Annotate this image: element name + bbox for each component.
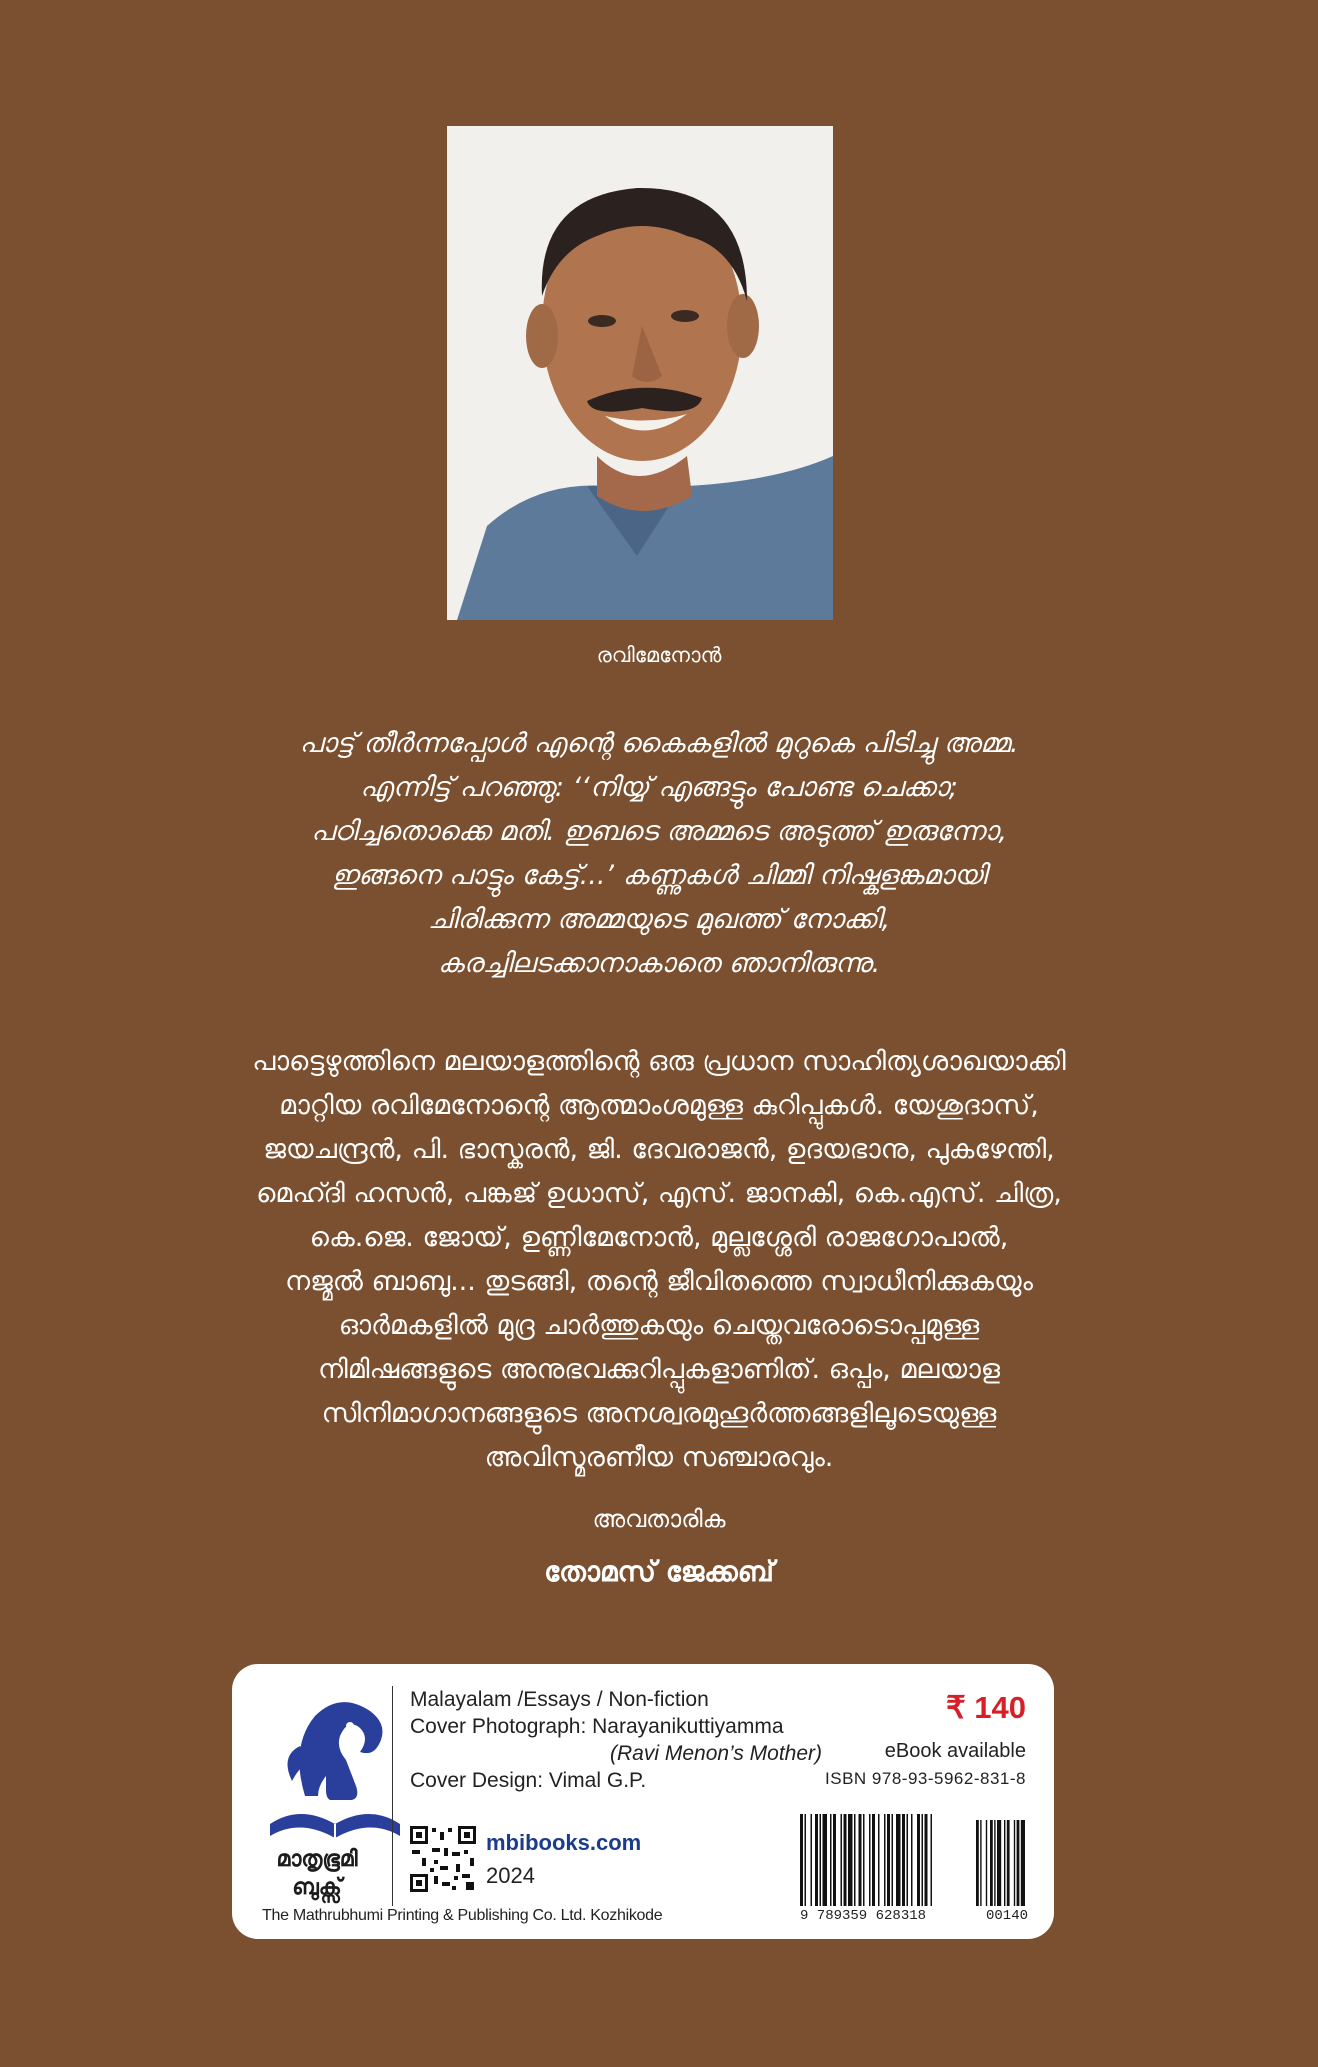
- quote-line: ഇങ്ങനെ പാട്ടും കേട്ട്...’ കണ്ണുകൾ ചിമ്മി നിഷ്കളങ്കമായി: [331, 860, 987, 891]
- author-photo-caption: രവിമേനോൻ: [596, 643, 722, 667]
- book-quote: [100, 722, 1218, 986]
- quote-line: ചിരിക്കുന്ന അമ്മയുടെ മുഖത്ത് നോക്കി,: [427, 904, 891, 935]
- blurb-line: സിനിമാഗാനങ്ങളുടെ അനശ്വരമുഹൂർത്തങ്ങളിലൂടെയുള്ള: [321, 1398, 997, 1429]
- blurb-line: പാട്ടെഴുത്തിനെ മലയാളത്തിന്റെ ഒരു പ്രധാന സാഹിത്യശാഖയാക്കി: [252, 1046, 1066, 1077]
- author-portrait-image: [447, 126, 833, 620]
- blurb-line: ജയചന്ദ്രൻ, പി. ഭാസ്കരൻ, ജി. ദേവരാജൻ, ഉദയഭാനു, പുകഴേന്തി,: [263, 1134, 1055, 1165]
- qr-code-icon: [408, 1824, 478, 1894]
- blurb-line: മാറ്റിയ രവിമേനോന്റെ ആത്മാംശമുള്ള കുറിപ്പുകൾ. യേശുദാസ്,: [279, 1090, 1039, 1121]
- cover-photograph-credit: Cover Photograph: Narayanikuttiyamma: [410, 1715, 784, 1738]
- book-blurb: [80, 1040, 1238, 1480]
- logo-text-line2: ബുക്സ്: [292, 1875, 342, 1900]
- quote-line: പഠിച്ചതൊക്കെ മതി. ഇബടെ അമ്മടെ അടുത്ത് ഇരുന്നോ,: [311, 816, 1007, 847]
- book-price: ₹ 140: [945, 1690, 1026, 1725]
- book-category: Malayalam /Essays / Non-fiction: [410, 1688, 709, 1711]
- website-link[interactable]: mbibooks.com: [486, 1830, 642, 1855]
- panel-divider: [392, 1686, 393, 1906]
- cover-design-credit: Cover Design: Vimal G.P.: [410, 1769, 647, 1792]
- barcode-icon: [800, 1814, 1028, 1909]
- isbn-number: ISBN 978-93-5962-831-8: [825, 1769, 1026, 1788]
- introduction-label: അവതാരിക: [592, 1505, 726, 1533]
- publication-year: 2024: [486, 1863, 535, 1888]
- blurb-line: നജ്മൽ ബാബു... തുടങ്ങി, തന്റെ ജീവിതത്തെ സ്വാധീനിക്കുകയും: [285, 1266, 1033, 1297]
- publisher-logo-text: [232, 1846, 402, 1902]
- blurb-line: ഓർമകളിൽ മുദ്ര ചാർത്തുകയും ചെയ്തവരോടൊപ്പമുള്ള: [338, 1310, 980, 1341]
- quote-line: കരച്ചിലടക്കാനാകാതെ ഞാനിരുന്നു.: [437, 948, 881, 979]
- logo-text-line1: മാതൃഭൂമി: [276, 1847, 358, 1872]
- introduction-author: തോമസ് ജേക്കബ്: [544, 1555, 774, 1588]
- ebook-availability: eBook available: [884, 1740, 1026, 1762]
- publisher-logo: [260, 1686, 410, 1856]
- quote-line: പാട്ട് തീർന്നപ്പോൾ എന്റെ കൈകളിൽ മുറുകെ പിടിച്ചു അമ്മ.: [299, 728, 1019, 759]
- barcode-main-number: 9 789359 628318: [800, 1908, 927, 1924]
- blurb-line: മെഹ്ദി ഹസൻ, പങ്കജ് ഉധാസ്, എസ്. ജാനകി, കെ.എസ്. ചിത്ര,: [256, 1178, 1062, 1209]
- publisher-full-name: The Mathrubhumi Printing & Publishing Co. Ltd. Kozhikode: [262, 1907, 663, 1924]
- photo-subject: (Ravi Menon’s Mother): [610, 1742, 823, 1765]
- publisher-info-panel: [232, 1664, 1054, 1939]
- blurb-line: കെ.ജെ. ജോയ്, ഉണ്ണിമേനോൻ, മുല്ലശ്ശേരി രാജഗോപാൽ,: [309, 1222, 1009, 1253]
- elephant-book-icon: [260, 1686, 410, 1856]
- quote-line: എന്നിട്ട് പറഞ്ഞു: ‘‘നിയ്യ് എങ്ങട്ടും പോണ്ട ചെക്കാ;: [360, 772, 958, 803]
- book-details: [410, 1686, 822, 1794]
- blurb-line: നിമിഷങ്ങളുടെ അനുഭവക്കുറിപ്പുകളാണിത്. ഒപ്പം, മലയാള: [317, 1354, 1001, 1385]
- barcode-addon-number: 00140: [985, 1908, 1028, 1924]
- blurb-line: അവിസ്മരണീയ സഞ്ചാരവും.: [484, 1442, 834, 1473]
- author-photo: [447, 126, 833, 620]
